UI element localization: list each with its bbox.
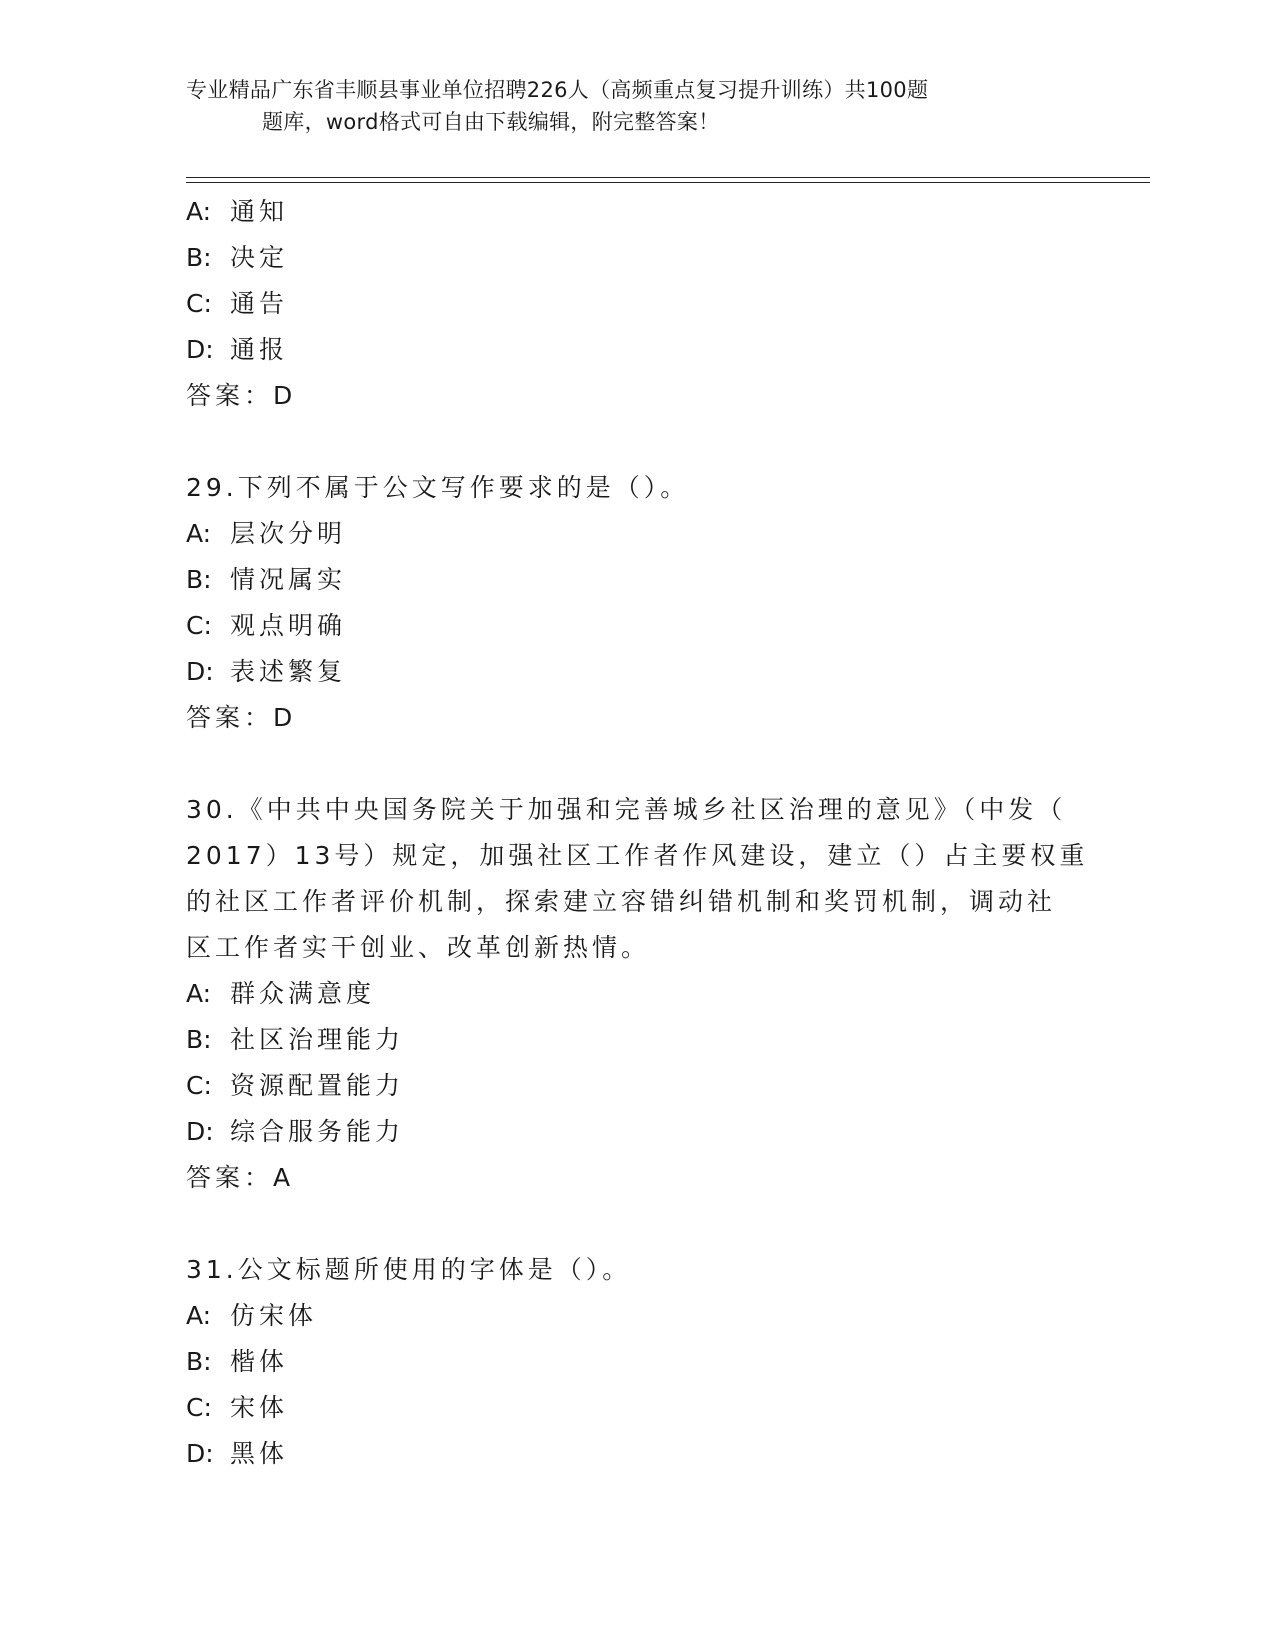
question-30 bbox=[186, 787, 1089, 1201]
question-stem: 29.下列不属于公文写作要求的是（）。 bbox=[186, 473, 690, 502]
option-a: A: 通知 bbox=[186, 197, 289, 226]
option-b: B: 情况属实 bbox=[186, 565, 347, 594]
option-d: D: 综合服务能力 bbox=[186, 1117, 405, 1146]
option-b: B: 决定 bbox=[186, 243, 289, 272]
option-b: B: 楷体 bbox=[186, 1347, 289, 1376]
answer: 答案：D bbox=[186, 703, 297, 732]
option-b: B: 社区治理能力 bbox=[186, 1025, 405, 1054]
option-a: A: 仿宋体 bbox=[186, 1301, 318, 1330]
option-c: C: 资源配置能力 bbox=[186, 1071, 405, 1100]
option-c: C: 宋体 bbox=[186, 1393, 289, 1422]
header-rule-top bbox=[186, 177, 1150, 178]
question-stem-line: 2017）13号）规定，加强社区工作者作风建设，建立（）占主要权重 bbox=[186, 841, 1089, 870]
question-stem: 31.公文标题所使用的字体是（）。 bbox=[186, 1255, 632, 1284]
option-d: D: 通报 bbox=[186, 335, 289, 364]
document-header bbox=[186, 74, 1066, 138]
question-stem-line: 的社区工作者评价机制，探索建立容错纠错机制和奖罚机制，调动社 bbox=[186, 887, 1057, 916]
option-a: A: 群众满意度 bbox=[186, 979, 376, 1008]
option-d: D: 黑体 bbox=[186, 1439, 289, 1468]
question-29 bbox=[186, 465, 1066, 741]
question-31 bbox=[186, 1247, 1066, 1477]
option-d: D: 表述繁复 bbox=[186, 657, 347, 686]
option-c: C: 通告 bbox=[186, 289, 289, 318]
header-line-1: 专业精品广东省丰顺县事业单位招聘226人（高频重点复习提升训练）共100题 bbox=[186, 78, 929, 102]
question-28 bbox=[186, 189, 1066, 419]
question-stem bbox=[186, 787, 1089, 971]
question-list bbox=[186, 189, 1089, 1477]
answer: 答案：D bbox=[186, 381, 297, 410]
header-line-2: 题库，word格式可自由下载编辑，附完整答案！ bbox=[262, 110, 720, 134]
option-c: C: 观点明确 bbox=[186, 611, 347, 640]
question-stem-line: 30.《中共中央国务院关于加强和完善城乡社区治理的意见》（中发（ bbox=[186, 795, 1067, 824]
header-rule-bottom bbox=[186, 182, 1150, 183]
answer: 答案：A bbox=[186, 1163, 295, 1192]
question-stem-line: 区工作者实干创业、改革创新热情。 bbox=[186, 933, 651, 962]
option-a: A: 层次分明 bbox=[186, 519, 347, 548]
